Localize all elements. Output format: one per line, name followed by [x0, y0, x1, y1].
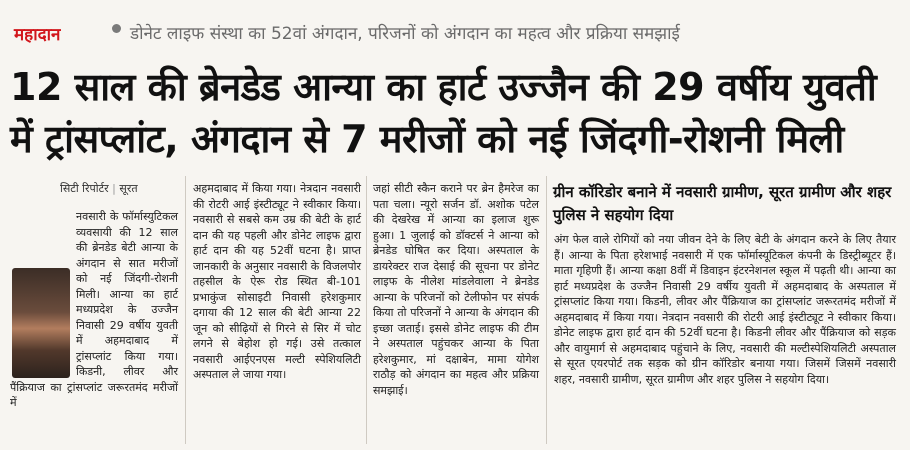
- byline-separator: |: [112, 182, 116, 195]
- strapline: डोनेट लाइफ संस्था का 52वां अंगदान, परिजनों को अंगदान का महत्व और प्रक्रिया समझाई: [130, 24, 680, 44]
- column-divider: [366, 176, 367, 444]
- article-column-4: अंग फेल वाले रोगियों को नया जीवन देने के लिए बेटी के अंगदान करने के लिए तैयार हैं। आन्या के पिता हरेशभाई नवसारी में एक फॉर्मास्यूटिकल कंपनी के डिस्ट्रीब्यूटर हैं। माता गृहिणी हैं। आन्या कक्षा 8वीं में डिवाइन इंटरनेशनल स्कूल में पढ़ती थी। आन्या का हार्ट मध्यप्रदेश के उज्जैन निवासी 29 वर्षीय युवती में अहमदाबाद के अस्पताल में ट्रांसप्लांट किया गया। किडनी, लीवर और पैंक्रियाज का ट्रांसप्लांट जरूरतमंद मरीजों में अहमदाबाद में किया गया। नेत्रदान नवसारी की रोटरी आई इंस्टीट्यूट ने स्वीकार किया। डोनेट लाइफ द्वारा हार्ट दान की 52वीं घटना है। किडनी लीवर और पैंक्रियाज को सड़क और वायुमार्ग से अहमदाबाद पहुंचाने के लिए, नवसारी की मल्टीस्पेशियलिटी अस्पताल से सूरत एयरपोर्ट तक सड़क को ग्रीन कॉरिडोर बनाया गया। जिसमें जिसमें नवसारी शहर, नवसारी ग्रामीण, सूरत ग्रामीण और शहर पुलिस ने सहयोग दिया।: [554, 233, 896, 386]
- byline-city: सूरत: [119, 182, 138, 195]
- section-kicker: महादान: [14, 25, 61, 45]
- reporter-name: सिटी रिपोर्टर: [60, 182, 109, 195]
- strapline-bar: [0, 0, 910, 48]
- article-column-1: [10, 209, 178, 411]
- article-column-3: जहां सीटी स्कैन कराने पर ब्रेन हैमरेज का पता चला। न्यूरो सर्जन डॉ. अशोक पटेल की देखरेख में आन्या का इलाज शुरू हुआ। 1 जुलाई को डॉक्टर्स ने आन्या को ब्रेनडेड घोषित कर दिया। अस्पताल के डायरेक्टर राज देसाई की सूचना पर डोनेट लाइफ के नीलेश मांडलेवाला ने ब्रेनडेड आन्या के परिजनों को टेलीफोन पर संपर्क किया तो परिजनों ने आन्या के अंगदान की इच्छा जताई। इससे डोनेट लाइफ की टीम ने अस्पताल पहुंचकर आन्या के पिता हरेशकुमार, मां दक्षाबेन, मामा योगेश राठौड़ को अंगदान का महत्व और प्रक्रिया समझाई।: [373, 182, 539, 397]
- byline: [60, 181, 138, 196]
- headline-line-2: में ट्रांसप्लांट, अंगदान से 7 मरीजों को नई जिंदगी-रोशनी मिली: [10, 117, 844, 161]
- subheadline: ग्रीन कॉरिडोर बनाने में नवसारी ग्रामीण, सूरत ग्रामीण और शहर पुलिस ने सहयोग दिया: [553, 183, 892, 224]
- column-1-text: नवसारी के फॉर्मास्युटिकल व्यवसायी की 12 साल की ब्रेनडेड बेटी आन्या के अंगदान से सात मरीजों को नई जिंदगी-रोशनी मिली। आन्या का हार्ट मध्यप्रदेश के उज्जैन निवासी 29 वर्षीय युवती में अहमदाबाद में ट्रांसप्लांट किया गया। किडनी, लीवर और पैंक्रियाज का ट्रांसप्लांट जरूरतमंद मरीजों में: [10, 210, 178, 409]
- column-divider: [546, 176, 547, 444]
- headline-line-1: 12 साल की ब्रेनडेड आन्या का हार्ट उज्जैन की 29 वर्षीय युवती: [10, 65, 877, 109]
- column-divider: [185, 176, 186, 444]
- article-column-2: अहमदाबाद में किया गया। नेत्रदान नवसारी की रोटरी आई इंस्टीट्यूट ने स्वीकार किया। नवसारी से सबसे कम उम्र की बेटी के हार्ट दान की यह पहली और डोनेट लाइफ द्वारा हार्ट दान की यह 52वीं घटना है। प्राप्त जानकारी के अनुसार नवसारी के विजलपोर तहसील के ऐरू रोड स्थित बी-101 प्रभाकुंज सोसाइटी निवासी हरेशकुमार दगाया की 12 साल की बेटी आन्या 22 जून को सीढ़ियों से गिरने से सिर में चोट लगने से बेहोश हो गई। उसे तत्काल नवसारी आईएनएस मल्टी स्पेशियलिटी अस्पताल ले जाया गया।: [193, 182, 361, 381]
- bullet-icon: [112, 24, 121, 33]
